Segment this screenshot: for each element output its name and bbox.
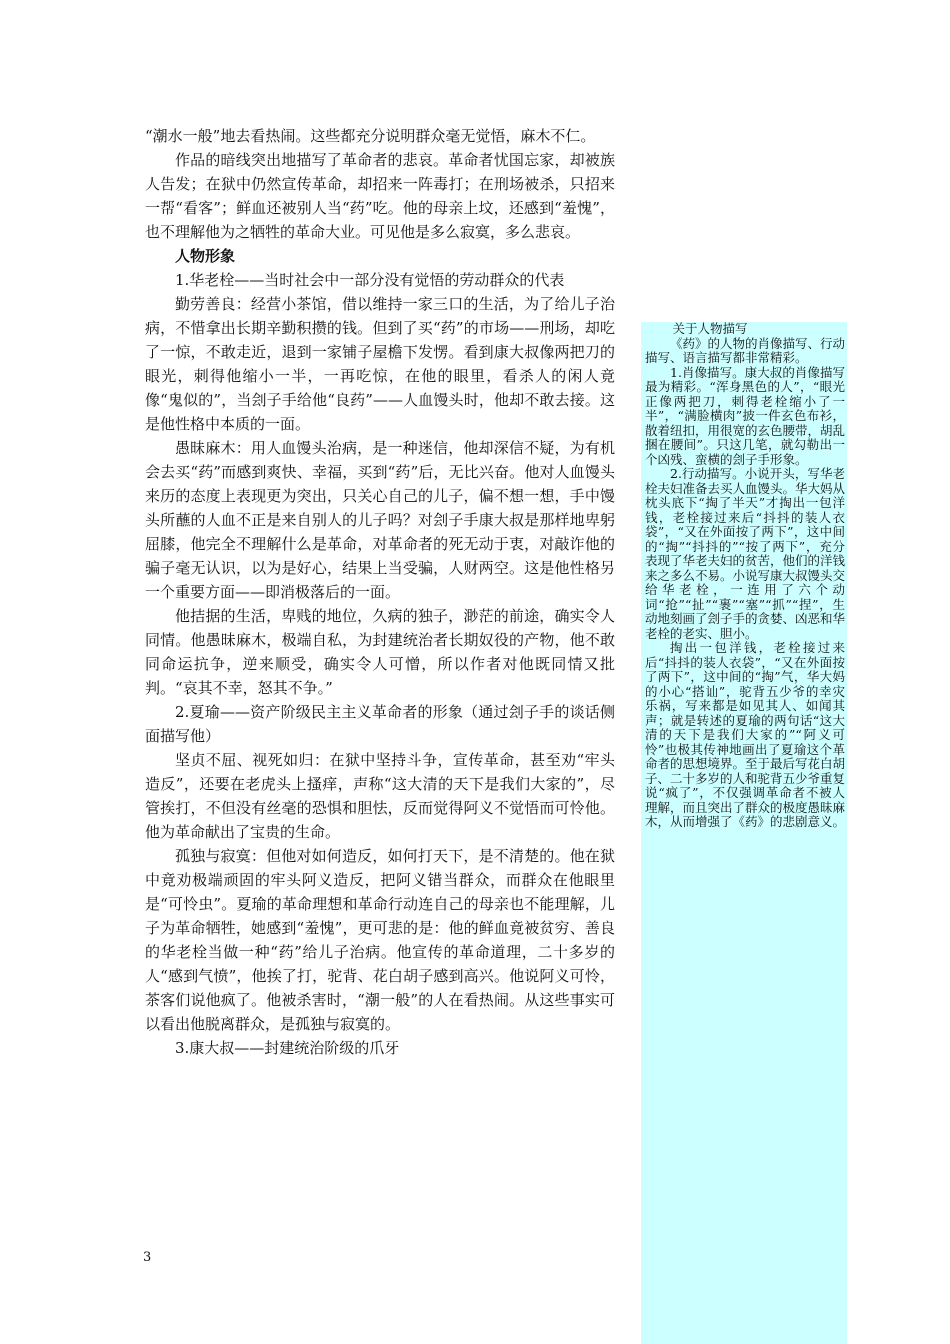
character-heading: 2.夏瑜——资产阶级民主主义革命者的形象（通过刽子手的谈话侧面描写他） — [145, 703, 615, 745]
section-heading: 人物形象 — [175, 247, 236, 265]
sidebar-paragraph: 《药》的人物的肖像描写、行动描写、语言描写都非常精彩。 — [645, 335, 846, 365]
page-number: 3 — [143, 1250, 152, 1265]
sidebar-note — [641, 322, 847, 1344]
main-text-column — [145, 124, 615, 1060]
body-paragraph: 孤独与寂寞：但他对如何造反，如何打天下，是不清楚的。他在狱中竟劝极端顽固的牢头阿义造反，把阿义错当群众，而群众在他眼里是“可怜虫”。夏瑜的革命理想和革命行动连自己的母亲也不能理解，儿子为革命牺牲，她感到“羞愧”，更可悲的是：他的鲜血竟被贫穷、善良的华老栓当做一种“药”给儿子治病。他宣传的革命道理，二十多岁的人“感到气愤”，他挨了打，驼背、花白胡子感到高兴。他说阿义可怜，茶客们说他疯了。他被杀害时，“潮一般”的人在看热闹。从这些事实可以看出他脱离群众，是孤独与寂寞的。 — [145, 847, 615, 1033]
character-heading: 1.华老栓——当时社会中一部分没有觉悟的劳动群众的代表 — [175, 271, 565, 289]
body-paragraph: 坚贞不屈、视死如归：在狱中坚持斗争，宣传革命，甚至劝“牢头造反”，还要在老虎头上搔痒，声称“这大清的天下是我们大家的”，尽管挨打，不但没有丝毫的恐惧和胆怯，反而觉得阿义不觉悟而可怜他。他为革命献出了宝贵的生命。 — [145, 751, 615, 841]
character-heading: 3.康大叔——封建统治阶级的爪牙 — [175, 1039, 400, 1057]
body-paragraph: 勤劳善良：经营小茶馆，借以维持一家三口的生活，为了给儿子治病，不惜拿出长期辛勤积攒的钱。但到了买“药”的市场——刑场，却吃了一惊，不敢走近，退到一家铺子屋檐下发愣。看到康大叔像两把刀的眼光，刺得他缩小一半，一再吃惊，在他的眼里，看杀人的闲人竟像“鬼似的”，当刽子手给他“良药”——人血馒头时，他却不敢去接。这是他性格中本质的一面。 — [145, 295, 615, 433]
body-paragraph: 他拮据的生活，卑贱的地位，久病的独子，渺茫的前途，确实令人同情。他愚昧麻木，极端自私，为封建统治者长期奴役的产物，他不敢同命运抗争，逆来顺受，确实令人可憎，所以作者对他既同情又批判。“哀其不幸，怒其不争。” — [145, 607, 615, 697]
sidebar-paragraph: 2.行动描写。小说开头，写华老栓夫妇准备去买人血馒头。华大妈从枕头底下“掏了半天”才掏出一包洋钱，老栓接过来后“抖抖的装人衣袋”，“又在外面按了两下”，这中间的“掏”“抖抖的”“按了两下”，充分表现了华老夫妇的贫苦，他们的洋钱来之多么不易。小说写康大叔馒头交给华老栓，一连用了六个动词“抢”“扯”“裹”“塞”“抓”“捏”，生动地刻画了刽子手的贪婪、凶恶和华老栓的老实、胆小。 — [645, 466, 846, 641]
sidebar-paragraph: 掏出一包洋钱，老栓接过来后“抖抖的装人衣袋”，“又在外面按了两下”，这中间的“掏”气，华大妈的小心“搭讪”，驼背五少爷的幸灾乐祸，写来都是如见其人、如闻其声；就是转述的夏瑜的两句话“这大清的天下是我们大家的”“阿义可怜”也极其传神地画出了夏瑜这个革命者的思想境界。至于最后写花白胡子、二十多岁的人和驼背五少爷重复说“疯了”，不仅强调革命者不被人理解，而且突出了群众的极度愚昧麻木，从而增强了《药》的悲剧意义。 — [645, 640, 846, 829]
sidebar-paragraph: 1.肖像描写。康大叔的肖像描写最为精彩。“浑身黑色的人”，“眼光正像两把刀，刺得老栓缩小了一半”，“满脸横肉”披一件玄色布衫，散着纽扣，用很宽的玄色腰带，胡乱捆在腰间”。只这几笔，就勾勒出一个凶残、蛮横的刽子手形象。 — [645, 364, 846, 467]
body-paragraph: 作品的暗线突出地描写了革命者的悲哀。革命者忧国忘家，却被族人告发；在狱中仍然宣传革命，却招来一阵毒打；在刑场被杀，只招来一帮“看客”；鲜血还被别人当“药”吃。他的母亲上坟，还感到“羞愧”，也不理解他为之牺牲的革命大业。可见他是多么寂寞，多么悲哀。 — [145, 151, 615, 241]
body-paragraph: “潮水一般”地去看热闹。这些都充分说明群众毫无觉悟，麻木不仁。 — [145, 127, 596, 145]
body-paragraph: 愚昧麻木：用人血馒头治病，是一种迷信，他却深信不疑，为有机会去买“药”而感到爽快、幸福，买到“药”后，无比兴奋。他对人血馒头来历的态度上表现更为突出，只关心自己的儿子，偏不想一想，手中馒头所蘸的人血不正是来自别人的儿子吗？对刽子手康大叔是那样地卑躬屈膝，他完全不理解什么是革命，对革命者的死无动于衷，对敲诈他的骗子毫无认识，以为是好心，结果上当受骗，人财两空。这是他性格另一个重要方面——即消极落后的一面。 — [145, 439, 615, 601]
sidebar-title: 关于人物描写 — [672, 321, 748, 336]
